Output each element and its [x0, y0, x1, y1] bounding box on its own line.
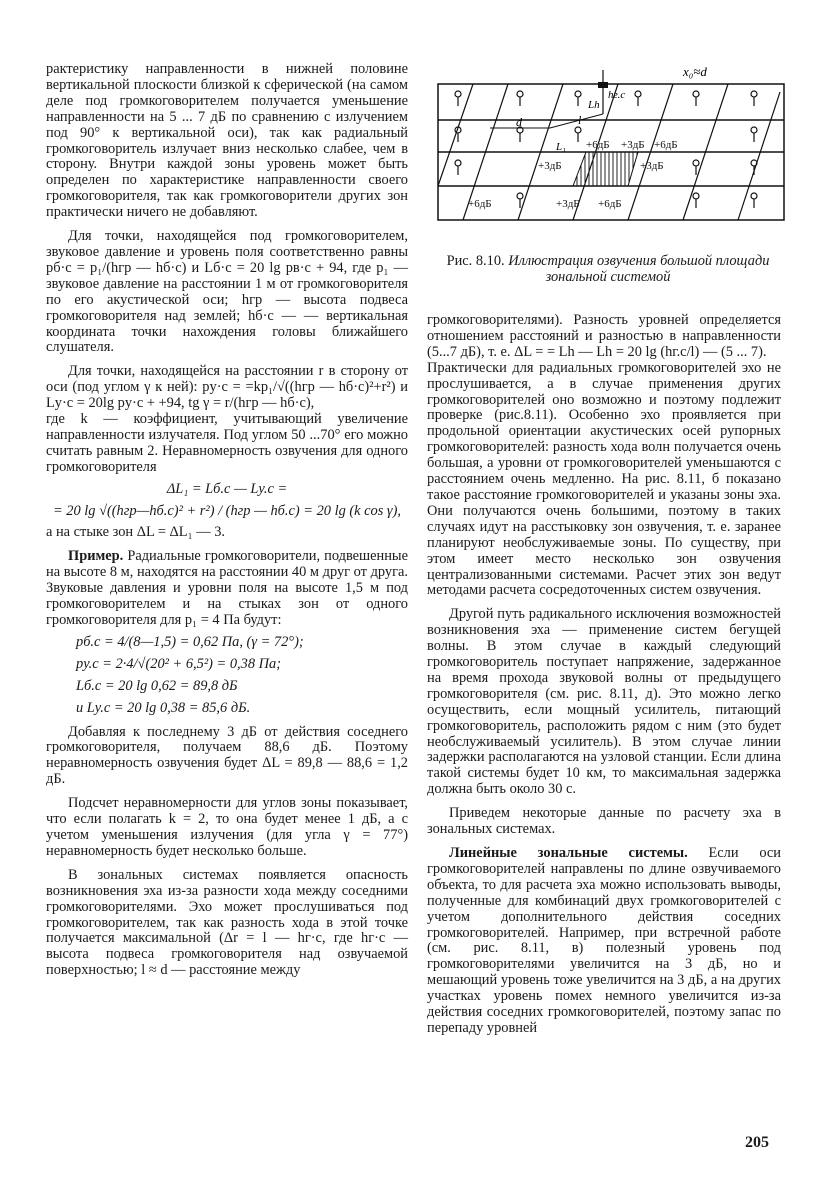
loudspeaker-icon — [575, 91, 581, 97]
example-text: Радиальные громкоговорители, подвешенные на высоте 8 м, находятся на расстоянии 40 м друг от друга. Звуковые давления и уровни поля на высоте 1,5 м под громкоговорителем и на стыках зон от одного громкоговорителя для p₁ = 4 Па будут: — [46, 548, 408, 628]
grid-line — [438, 84, 473, 186]
zone-label: +6дБ — [468, 198, 492, 210]
loudspeaker-icon — [455, 91, 461, 97]
label-d: d — [516, 115, 522, 129]
zone-label: +3дБ — [621, 139, 645, 151]
hatched-zone — [573, 152, 638, 186]
formula-p-us: pу.с = 2·4/√(20² + 6,5²) = 0,38 Па; — [76, 655, 282, 672]
loudspeaker-icon — [693, 193, 699, 199]
formula-dl1-line2: = 20 lg √((hгр—hб.с)² + r²) / (hгр — hб.с) = 20 lg (k cos γ), — [52, 502, 401, 519]
zone-label: +6дБ — [598, 198, 622, 210]
zone-label: +3дБ — [556, 198, 580, 210]
paragraph: Приведем некоторые данные по расчету эха в зональных системах. — [427, 805, 781, 838]
paragraph: громкоговорителями). Разность уровней определяется отношением расстояний и разностью в направленности (5...7 дБ), т. е. ΔL = = Lh — Lh = 20 lg (hг.с/l) — (5 ... 7). — [427, 312, 781, 360]
paragraph: Добавляя к последнему 3 дБ от действия соседнего громкоговорителя, получаем 88,6 дБ. Поэтому неравномерность озвучения будет ΔL = 89,8 — 88,6 = 1,2 дБ. — [46, 723, 408, 788]
formula-l-bs: Lб.с = 20 lg 0,62 = 89,8 дБ — [76, 677, 238, 694]
loudspeaker-icon — [751, 127, 757, 133]
zone-label: +6дБ — [654, 139, 678, 151]
formula-dl1-line1: ΔL₁ = Lб.с — Lу.с = — [166, 480, 288, 497]
loudspeaker-icon — [751, 91, 757, 97]
zone-label: +3дБ — [538, 160, 562, 172]
grid-line — [738, 92, 780, 220]
paragraph: В зональных системах появляется опасность возникновения эха из-за разности хода между соседними громкоговорителями. Эхо может прослушиваться под громкоговорителем, так как разность хода в этой точке получается максимальной (Δr = l — hг·с, где hг·с — высота подвеса громкоговорителя над озвучаемой поверхностью; l ≈ d — расстояние между — [46, 866, 408, 979]
label-x0: x₀≈d — [683, 64, 707, 79]
loudspeaker-icon — [517, 91, 523, 97]
loudspeaker-icon — [575, 127, 581, 133]
right-column — [427, 313, 781, 1037]
loudspeaker-icon — [455, 160, 461, 166]
left-column — [46, 62, 408, 979]
loudspeaker-icon — [693, 160, 699, 166]
example-paragraph — [46, 549, 408, 629]
loudspeaker-icon — [635, 91, 641, 97]
caption-text: Иллюстрация озвучения большой площади зональной системой — [508, 253, 770, 285]
zonal-system-figure — [428, 62, 788, 227]
paragraph: Практически для радиальных громкоговорителей эхо не прослушивается, а в случае применения других громкоговорителей оно возможно и поэтому подлежит проверке (рис.8.11). Особенно эхо проявляется при продольной ориентации акустических осей рупорных громкоговорителей: разность хода волн получается очень большая, а уровни от громкоговорителей уменьшаются с расстоянием очень медленно. На рис. 8.11, б показано такое расстояние громкоговорителей и указаны зоны эха. Они получаются очень большими, поэтому в таких случаях идут на расстыковку зон озвучения, т. е. заранее планируют необслуживаемые зоны. По существу, при этом имеет место несколько зон озвучения централизованными системами. Расчет этих зон ведут методами расчета сосредоточенных систем озвучения. — [427, 359, 781, 599]
paragraph: а на стыке зон ΔL = ΔL₁ — 3. — [46, 524, 225, 541]
paragraph: где k — коэффициент, учитывающий увеличение направленности излучателя. Под углом 50 ...70° его можно считать равным 2. Неравномерность озвучения для одного громкоговорителя — [46, 411, 408, 475]
zone-label: +6дБ — [586, 139, 610, 151]
zone-label: +3дБ — [640, 160, 664, 172]
dimension-line-l — [550, 114, 603, 128]
paragraph: Подсчет неравномерности для углов зоны показывает, что если полагать k = 2, то она будет менее 1 дБ, а с учетом уменьшения излучения (для угла γ = 77°) неравномерность будет несколько больше. — [46, 795, 408, 859]
loudspeaker-icon — [693, 91, 699, 97]
formula-p-bs: pб.с = 4/(8—1,5) = 0,62 Па, (γ = 72°); — [76, 633, 304, 650]
example-label: Пример. — [68, 548, 124, 565]
label-l1: L₁ — [556, 141, 566, 153]
label-lh: Lh — [588, 99, 600, 111]
speaker-box-icon — [598, 82, 608, 88]
label-hrc: hг.с — [608, 89, 626, 101]
loudspeaker-icon — [517, 193, 523, 199]
page-number: 205 — [745, 1134, 769, 1151]
loudspeaker-icon — [751, 193, 757, 199]
caption-number: Рис. 8.10. — [446, 253, 505, 269]
label-l: l — [578, 113, 582, 127]
formula-l-us: и Lу.с = 20 lg 0,38 = 85,6 дБ. — [76, 699, 251, 716]
paragraph: рактеристику направленности в нижней половине вертикальной плоскости близкой к сферической (на самом деле под громкоговорителем получается уменьшение направленности на 5 ... 7 дБ по сравнению с излучением под 90° к вертикальной оси), так как радиальный громкоговоритель излучает вниз несколько слабее, чем в сторону. Внутри каждой зоны уровень может быть определен по характеристике направленности своего громкоговорителя, так как громкоговорители других зон практически ничего не добавляют. — [46, 61, 408, 221]
paragraph: Для точки, находящейся на расстоянии r в сторону от оси (под углом γ к ней): pу·с = =kp₁/√((hгр — hб·с)²+r²) и Lу·с = 20lg pу·с + +94, tg γ = r/(hгр — hб·с), — [46, 363, 408, 412]
section-text: Если оси громкоговорителей направлены по длине озвучиваемого объекта, то для расчета эха можно использовать выводы, полученные для комбинаций двух громкоговорителей с учетом дополнительного действия соседних громкоговорителей. Например, при встречной работе (см. рис. 8.11, в) полезный уровень под громкоговорителями увеличится на 3 дБ, но и мешающий уровень тоже увеличится на 3 дБ, а на других участках уровень помех немного увеличится из-за действия соседних громкоговорителей, поэтому запас по перепаду уровней — [427, 845, 781, 1036]
figure-caption — [428, 253, 788, 285]
paragraph: Другой путь радикального исключения возможностей возникновения эха — применение систем бегущей волны. В этом случае в каждый следующий громкоговоритель поступает напряжение, задержанное на время прохода звуковой волны от предыдущего громкоговорителя (см. рис. 8.11, д). Это можно легко осуществить, если мощный усилитель, питающий громкоговоритель, расположить рядом с ним (это будет необслуживаемый усилитель). В этом случае линии задержки располагаются на узловой станции. Если длина такой системы будет 10 км, то максимальная задержка должна быть около 30 с. — [427, 606, 781, 798]
paragraph: Для точки, находящейся под громкоговорителем, звуковое давление и уровень поля соответственно равны pб·с = p₁/(hгр — hб·с) и Lб·с = 20 lg pв·с + 94, где p₁ — звуковое давление на расстоянии 1 м от громкоговорителя по его акустической оси; hгр — высота подвеса громкоговорителя над землей; hб·с — — вертикальная координата точки нахождения головы ближайшего слушателя. — [46, 228, 408, 356]
linear-paragraph — [427, 846, 781, 1037]
section-heading: Линейные зональные системы. — [449, 845, 688, 861]
